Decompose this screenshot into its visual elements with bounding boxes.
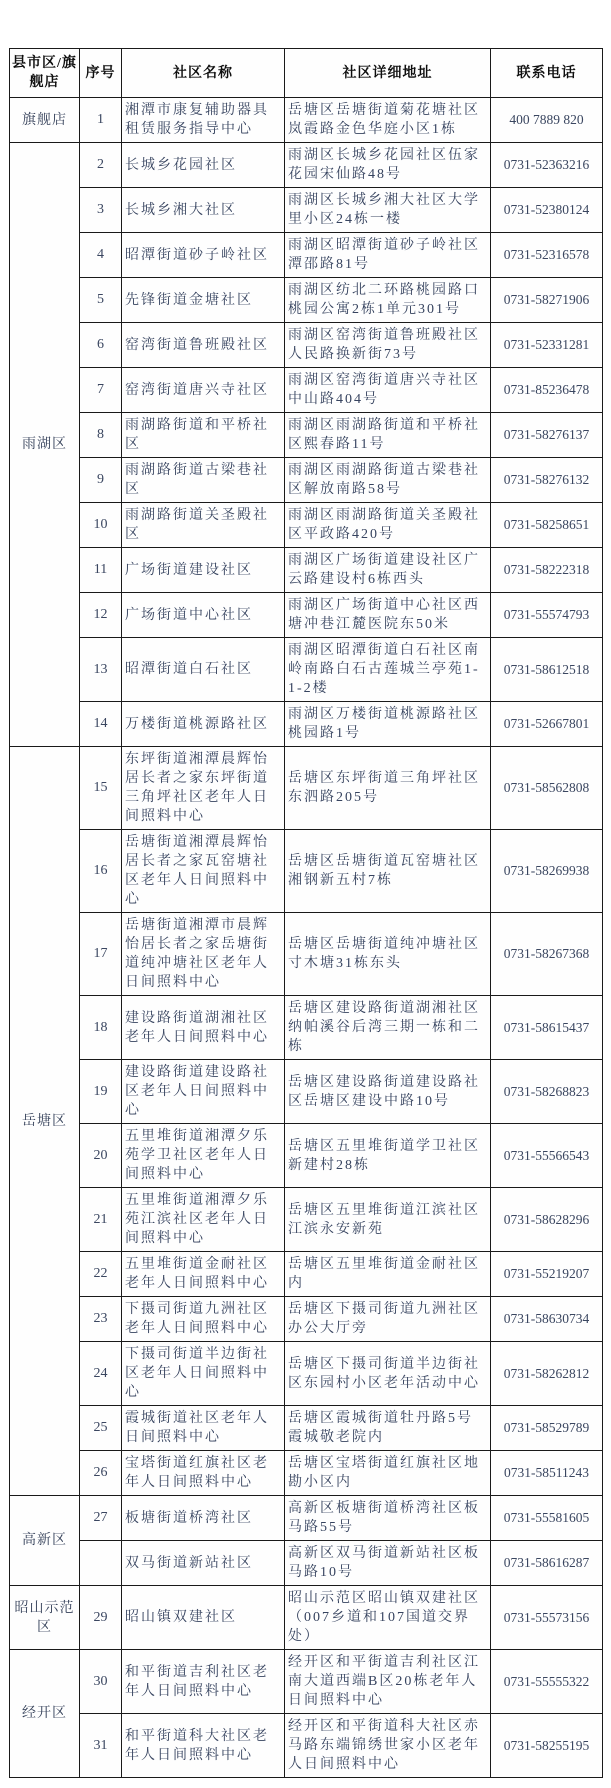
community-address: 雨湖区昭潭街道砂子岭社区潭邵路81号 [285,233,491,278]
row-no: 4 [80,233,122,278]
table-row [10,1541,603,1586]
community-address: 雨湖区雨湖路街道和平桥社区熙春路11号 [285,413,491,458]
row-no: 19 [80,1060,122,1124]
row-no: 29 [80,1586,122,1650]
table-row [10,638,603,702]
header-no: 序号 [80,49,122,98]
community-address: 岳塘区岳塘街道菊花塘社区岚霞路金色华庭小区1栋 [285,98,491,143]
row-no: 2 [80,143,122,188]
community-name: 五里堆街道湘潭夕乐苑学卫社区老年人日间照料中心 [122,1124,285,1188]
row-no: 17 [80,913,122,996]
phone-number: 0731-55574793 [491,593,603,638]
community-name: 五里堆街道湘潭夕乐苑江滨社区老年人日间照料中心 [122,1188,285,1252]
row-no: 6 [80,323,122,368]
table-row [10,747,603,830]
community-name: 窑湾街道唐兴寺社区 [122,368,285,413]
table-row [10,913,603,996]
community-name: 雨湖路街道古梁巷社区 [122,458,285,503]
phone-number: 0731-58276132 [491,458,603,503]
community-address: 雨湖区广场街道中心社区西塘冲巷江麓医院东50米 [285,593,491,638]
header-row [10,49,603,98]
header-name: 社区名称 [122,49,285,98]
row-no [80,1541,122,1586]
table-row [10,368,603,413]
phone-number: 0731-58616287 [491,1541,603,1586]
community-address: 岳塘区宝塔街道红旗社区地勘小区内 [285,1451,491,1496]
phone-number: 0731-58511243 [491,1451,603,1496]
phone-number: 0731-52316578 [491,233,603,278]
community-address: 岳塘区霞城街道牡丹路5号霞城敬老院内 [285,1406,491,1451]
phone-number: 0731-52380124 [491,188,603,233]
phone-number: 0731-58276137 [491,413,603,458]
phone-number: 0731-55219207 [491,1252,603,1297]
community-address: 雨湖区窑湾街道鲁班殿社区人民路换新街73号 [285,323,491,368]
table-row [10,1650,603,1714]
community-name: 双马街道新站社区 [122,1541,285,1586]
phone-number: 0731-58271906 [491,278,603,323]
table-row [10,98,603,143]
row-no: 27 [80,1496,122,1541]
row-no: 23 [80,1297,122,1342]
row-no: 22 [80,1252,122,1297]
community-address: 岳塘区五里堆街道江滨社区江滨永安新苑 [285,1188,491,1252]
table-row [10,503,603,548]
table-row [10,1496,603,1541]
community-name: 岳塘街道湘潭晨辉怡居长者之家瓦窑塘社区老年人日间照料中心 [122,830,285,913]
community-name: 和平街道科大社区老年人日间照料中心 [122,1714,285,1778]
table-row [10,323,603,368]
phone-number: 0731-52667801 [491,702,603,747]
table-row [10,233,603,278]
row-no: 5 [80,278,122,323]
community-name: 宝塔街道红旗社区老年人日间照料中心 [122,1451,285,1496]
community-address: 岳塘区五里堆街道金耐社区内 [285,1252,491,1297]
community-name: 长城乡湘大社区 [122,188,285,233]
row-no: 13 [80,638,122,702]
row-no: 21 [80,1188,122,1252]
phone-number: 0731-58268823 [491,1060,603,1124]
community-address: 岳塘区建设路街道建设路社区岳塘区建设中路10号 [285,1060,491,1124]
district-label: 岳塘区 [10,747,80,1496]
phone-number: 0731-85236478 [491,368,603,413]
table-row [10,1714,603,1778]
header-district: 县市区/旗舰店 [10,49,80,98]
community-name: 霞城街道社区老年人日间照料中心 [122,1406,285,1451]
row-no: 16 [80,830,122,913]
community-address: 雨湖区万楼街道桃源路社区桃园路1号 [285,702,491,747]
header-address: 社区详细地址 [285,49,491,98]
header-phone: 联系电话 [491,49,603,98]
community-address: 岳塘区岳塘街道纯冲塘社区寸木塘31栋东头 [285,913,491,996]
phone-number: 0731-55581605 [491,1496,603,1541]
row-no: 18 [80,996,122,1060]
row-no: 8 [80,413,122,458]
community-name: 万楼街道桃源路社区 [122,702,285,747]
community-address: 经开区和平街道科大社区赤马路东端锦绣世家小区老年人日间照料中心 [285,1714,491,1778]
phone-number: 0731-58222318 [491,548,603,593]
community-address: 高新区双马街道新站社区板马路10号 [285,1541,491,1586]
table-row [10,1451,603,1496]
row-no: 31 [80,1714,122,1778]
district-label: 旗舰店 [10,98,80,143]
table-row [10,1124,603,1188]
phone-number: 400 7889 820 [491,98,603,143]
row-no: 3 [80,188,122,233]
community-name: 广场街道建设社区 [122,548,285,593]
community-name: 长城乡花园社区 [122,143,285,188]
community-address: 雨湖区雨湖路街道关圣殿社区平政路420号 [285,503,491,548]
table-row [10,278,603,323]
community-address: 岳塘区岳塘街道瓦窑塘社区湘钢新五村7栋 [285,830,491,913]
row-no: 10 [80,503,122,548]
community-address: 高新区板塘街道桥湾社区板马路55号 [285,1496,491,1541]
community-address: 岳塘区建设路街道湖湘社区纳帕溪谷后湾三期一栋和二栋 [285,996,491,1060]
table-row [10,1342,603,1406]
district-label: 昭山示范区 [10,1586,80,1650]
community-name: 雨湖路街道关圣殿社区 [122,503,285,548]
community-name: 湘潭市康复辅助器具租赁服务指导中心 [122,98,285,143]
table-row [10,413,603,458]
phone-number: 0731-58269938 [491,830,603,913]
row-no: 14 [80,702,122,747]
community-address: 雨湖区昭潭街道白石社区南岭南路白石古莲城兰亭苑1-1-2楼 [285,638,491,702]
community-address: 雨湖区窑湾街道唐兴寺社区中山路404号 [285,368,491,413]
community-name: 下摄司街道九洲社区老年人日间照料中心 [122,1297,285,1342]
phone-number: 0731-58630734 [491,1297,603,1342]
row-no: 30 [80,1650,122,1714]
community-name: 昭山镇双建社区 [122,1586,285,1650]
community-address: 雨湖区纺北二环路桃园路口桃园公寓2栋1单元301号 [285,278,491,323]
phone-number: 0731-58615437 [491,996,603,1060]
row-no: 24 [80,1342,122,1406]
community-name: 昭潭街道砂子岭社区 [122,233,285,278]
row-no: 26 [80,1451,122,1496]
row-no: 25 [80,1406,122,1451]
phone-number: 0731-55573156 [491,1586,603,1650]
community-name: 昭潭街道白石社区 [122,638,285,702]
community-address: 岳塘区下摄司街道半边街社区东园村小区老年活动中心 [285,1342,491,1406]
table-row [10,1252,603,1297]
row-no: 9 [80,458,122,503]
community-name: 下摄司街道半边街社区老年人日间照料中心 [122,1342,285,1406]
phone-number: 0731-52363216 [491,143,603,188]
community-address: 雨湖区长城乡湘大社区大学里小区24栋一楼 [285,188,491,233]
community-address: 昭山示范区昭山镇双建社区（007乡道和107国道交界处） [285,1586,491,1650]
phone-number: 0731-58628296 [491,1188,603,1252]
row-no: 7 [80,368,122,413]
community-address: 岳塘区东坪街道三角坪社区东泗路205号 [285,747,491,830]
community-name: 岳塘街道湘潭市晨辉怡居长者之家岳塘街道纯冲塘社区老年人日间照料中心 [122,913,285,996]
table-row [10,143,603,188]
table-row [10,458,603,503]
row-no: 20 [80,1124,122,1188]
district-label: 雨湖区 [10,143,80,747]
community-name: 五里堆街道金耐社区老年人日间照料中心 [122,1252,285,1297]
community-address: 岳塘区下摄司街道九洲社区办公大厅旁 [285,1297,491,1342]
community-address: 雨湖区广场街道建设社区广云路建设村6栋西头 [285,548,491,593]
community-address: 岳塘区五里堆街道学卫社区新建村28栋 [285,1124,491,1188]
community-name: 建设路街道建设路社区老年人日间照料中心 [122,1060,285,1124]
table-row [10,1297,603,1342]
phone-number: 0731-58529789 [491,1406,603,1451]
community-address: 雨湖区长城乡花园社区伍家花园宋仙路48号 [285,143,491,188]
community-address: 经开区和平街道吉利社区江南大道西端B区20栋老年人日间照料中心 [285,1650,491,1714]
community-name: 板塘街道桥湾社区 [122,1496,285,1541]
table-row [10,1060,603,1124]
table-row [10,593,603,638]
phone-number: 0731-58255195 [491,1714,603,1778]
community-address: 雨湖区雨湖路街道古梁巷社区解放南路58号 [285,458,491,503]
phone-number: 0731-58262812 [491,1342,603,1406]
community-name: 东坪街道湘潭晨辉怡居长者之家东坪街道三角坪社区老年人日间照料中心 [122,747,285,830]
community-name: 和平街道吉利社区老年人日间照料中心 [122,1650,285,1714]
table-row [10,996,603,1060]
row-no: 15 [80,747,122,830]
table-row [10,702,603,747]
community-name: 建设路街道湖湘社区老年人日间照料中心 [122,996,285,1060]
row-no: 1 [80,98,122,143]
district-label: 经开区 [10,1650,80,1778]
phone-number: 0731-58258651 [491,503,603,548]
row-no: 11 [80,548,122,593]
table-row [10,1406,603,1451]
row-no: 12 [80,593,122,638]
community-name: 广场街道中心社区 [122,593,285,638]
community-name: 雨湖路街道和平桥社区 [122,413,285,458]
community-table [9,48,603,1778]
phone-number: 0731-55555322 [491,1650,603,1714]
phone-number: 0731-58267368 [491,913,603,996]
community-name: 先锋街道金塘社区 [122,278,285,323]
table-row [10,188,603,233]
phone-number: 0731-52331281 [491,323,603,368]
phone-number: 0731-58562808 [491,747,603,830]
phone-number: 0731-58612518 [491,638,603,702]
district-label: 高新区 [10,1496,80,1586]
table-row [10,1586,603,1650]
table-row [10,830,603,913]
table-row [10,548,603,593]
table-row [10,1188,603,1252]
phone-number: 0731-55566543 [491,1124,603,1188]
community-name: 窑湾街道鲁班殿社区 [122,323,285,368]
